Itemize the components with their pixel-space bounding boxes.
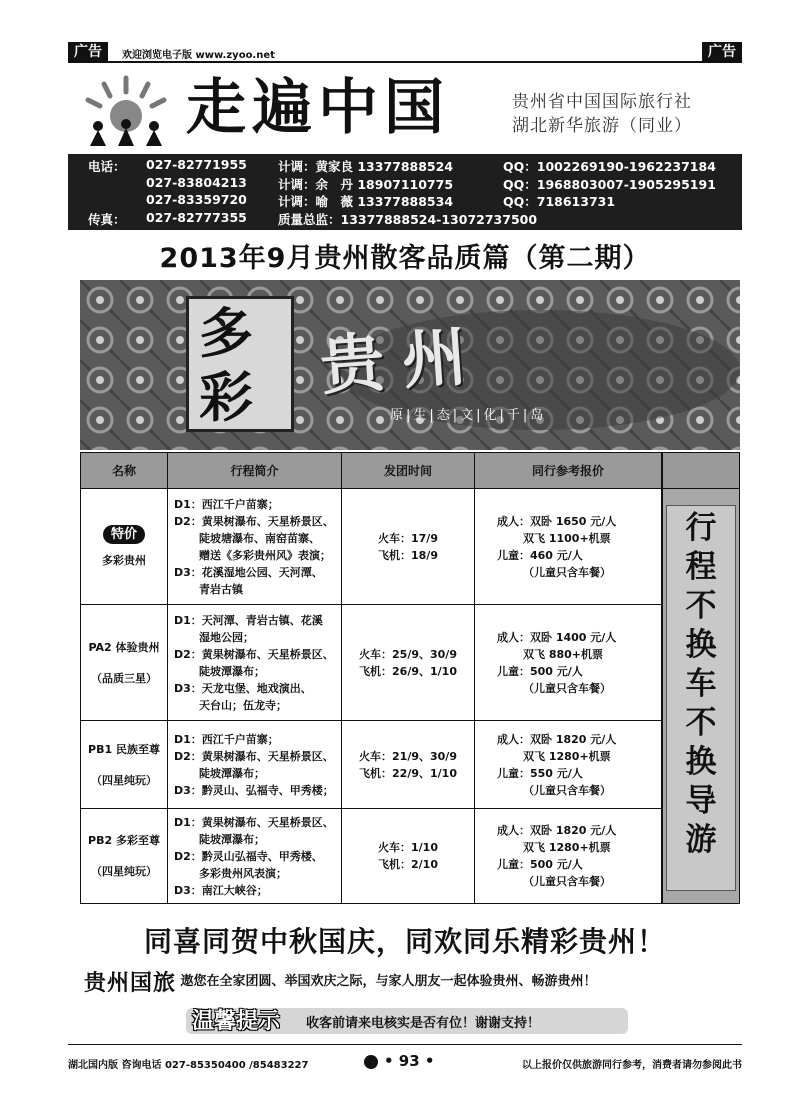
price-line: （儿童只含车餐） (523, 875, 611, 888)
contact-qq[interactable]: QQ：718613731 (503, 194, 616, 209)
agency-name (512, 90, 692, 138)
price-line: （儿童只含车餐） (523, 783, 611, 797)
contact-manager[interactable]: 计调：喻 薇 13377888534 (278, 194, 454, 209)
page-badge-icon (364, 1055, 378, 1069)
route-line: D1：西江千户苗寨； (174, 497, 279, 511)
route-line: 陡坡潭瀑布； (199, 664, 265, 678)
price-line: 双飞 1280+机票 (523, 841, 611, 854)
tour-name-cell (81, 721, 168, 809)
ad-tag-left: 广告 (68, 42, 108, 62)
page-number-text: • 93 • (384, 1052, 435, 1070)
route-line: 陡坡潭瀑布； (199, 766, 265, 780)
sun-logo-icon (76, 70, 176, 150)
col-header: 同行参考报价 (475, 453, 662, 489)
price-line: 儿童：550 元/人 (497, 766, 583, 780)
route-cell (168, 605, 342, 721)
route-line: 多彩贵州风表演； (199, 866, 287, 880)
contact-phone[interactable]: 027-83359720 (146, 192, 247, 207)
bottom-rule (68, 1044, 742, 1045)
tour-name-cell (81, 489, 168, 605)
price-line: 双飞 880+机票 (523, 647, 604, 661)
col-header: 行程简介 (168, 453, 342, 489)
banner-char: 多 (199, 301, 253, 365)
price-line: 成人：双卧 1400 元/人 (497, 630, 617, 644)
date-line: 火车：17/9 (378, 531, 438, 545)
route-line: D3：南江大峡谷； (174, 883, 268, 897)
price-line: 双飞 1280+机票 (523, 749, 611, 763)
special-price-badge: 特价 (103, 525, 145, 544)
departure-cell (342, 489, 475, 605)
footer-left: 湖北国内版 咨询电话 027-85350400 /85483227 (68, 1060, 309, 1071)
side-header (663, 453, 739, 489)
logo-row (68, 64, 742, 154)
side-banner (662, 452, 740, 904)
route-line: D2：黄果树瀑布、天星桥景区、 (174, 514, 334, 528)
price-line: 儿童：460 元/人 (497, 548, 583, 562)
promo-text: 遨您在全家团圆、举国欢庆之际，与家人朋友一起体验贵州、畅游贵州！ (180, 974, 597, 989)
route-cell (168, 809, 342, 904)
side-char: 行 (685, 510, 717, 546)
departure-cell (342, 809, 475, 904)
footer-right: 以上报价仅供旅游同行参考，消费者请勿参阅此书 (522, 1060, 742, 1071)
side-char: 导 (685, 783, 717, 819)
route-line: D1：天河潭、青岩古镇、花溪 (174, 613, 323, 627)
date-line: 飞机：2/10 (378, 858, 438, 871)
tour-name: 多彩贵州 (102, 553, 146, 567)
ad-tag-right: 广告 (702, 42, 742, 62)
side-char: 不 (685, 705, 717, 741)
notice-label: 温馨提示 (192, 1009, 281, 1034)
contact-quality[interactable]: 质量总监：13377888524-13072737500 (278, 211, 538, 227)
route-line: D1：黄果树瀑布、天星桥景区、 (174, 815, 334, 829)
promo-brand: 贵州国旅 (84, 971, 177, 996)
price-line: 双飞 1100+机票 (523, 531, 611, 545)
route-line: 赠送《多彩贵州风》表演； (199, 548, 331, 562)
festival-slogan: 同喜同贺中秋国庆，同欢同乐精彩贵州！ (143, 925, 666, 958)
price-line: 儿童：500 元/人 (497, 858, 583, 871)
promo-line (84, 966, 597, 997)
contact-manager[interactable]: 计调：余 丹 18907110775 (278, 176, 454, 192)
tour-grade: （四星纯玩） (91, 773, 157, 787)
date-line: 火车：1/10 (378, 841, 438, 854)
page-number (364, 1052, 435, 1070)
table-row (81, 809, 662, 904)
top-rule (68, 61, 742, 63)
route-line: D1：西江千户苗寨； (174, 732, 279, 746)
table-row (81, 489, 662, 605)
departure-cell (342, 721, 475, 809)
route-cell (168, 721, 342, 809)
date-line: 火车：21/9、30/9 (359, 749, 457, 763)
route-line: D3：黔灵山、弘福寺、甲秀楼； (174, 783, 334, 797)
price-line: （儿童只含车餐） (523, 565, 611, 579)
side-char: 游 (685, 822, 717, 858)
banner-headline: 贵州 (317, 318, 487, 405)
contact-row (78, 192, 742, 210)
contact-row (78, 157, 742, 175)
tour-grade: （四星纯玩） (91, 865, 157, 878)
contact-manager[interactable]: 计调：黄家良 13377888524 (278, 159, 454, 174)
tour-grade: （品质三星） (91, 671, 157, 685)
banner-char: 彩 (199, 365, 253, 429)
date-line: 飞机：22/9、1/10 (359, 766, 457, 780)
tour-name: PA2 体验贵州 (88, 640, 160, 654)
route-line: D2：黔灵山弘福寺、甲秀楼、 (174, 849, 323, 863)
col-header: 名称 (81, 453, 168, 489)
route-line: D3：花溪湿地公园、天河潭、 (174, 565, 323, 579)
tour-name: PB2 多彩至尊 (88, 834, 160, 847)
route-line: 陡坡塘瀑布、南窑苗寨、 (199, 531, 320, 545)
route-line: D2：黄果树瀑布、天星桥景区、 (174, 749, 334, 763)
agency-line-1: 贵州省中国国际旅行社 (512, 92, 692, 112)
side-slogan (667, 506, 735, 860)
table-header-row (81, 453, 662, 489)
price-cell (475, 605, 662, 721)
departure-cell (342, 605, 475, 721)
contact-label: 传真： (88, 211, 126, 227)
route-line: 湿地公园； (199, 630, 254, 644)
contact-fax[interactable]: 027-82777355 (146, 209, 247, 225)
route-line: 陡坡潭瀑布； (199, 832, 265, 846)
agency-line-2: 湖北新华旅游（同业） (512, 116, 692, 136)
price-cell (475, 721, 662, 809)
side-char: 程 (685, 549, 717, 585)
table-row (81, 721, 662, 809)
side-char: 不 (685, 588, 717, 624)
price-line: 成人：双卧 1820 元/人 (497, 732, 617, 746)
page-title: 2013年9月贵州散客品质篇（第二期） (159, 243, 651, 274)
brand-title: 走遍中国 (186, 73, 450, 143)
side-char: 换 (685, 744, 717, 780)
banner-box (186, 296, 294, 432)
contact-qq[interactable]: QQ：1968803007-1905295191 (503, 176, 716, 192)
contact-row (78, 175, 742, 193)
contact-phone[interactable]: 027-83804213 (146, 174, 247, 190)
tour-name-cell (81, 605, 168, 721)
date-line: 飞机：18/9 (378, 548, 438, 562)
price-line: 成人：双卧 1820 元/人 (497, 824, 617, 837)
contact-panel (68, 154, 742, 230)
side-panel (666, 505, 736, 891)
route-line: 青岩古镇 (199, 582, 243, 596)
tour-table (80, 452, 662, 904)
col-header: 发团时间 (342, 453, 475, 489)
date-line: 飞机：26/9、1/10 (359, 664, 457, 678)
route-line: D3：天龙屯堡、地戏演出、 (174, 681, 312, 695)
welcome-text[interactable]: 欢迎浏览电子版 www.zyoo.net (122, 50, 275, 61)
route-cell (168, 489, 342, 605)
contact-qq[interactable]: QQ：1002269190-1962237184 (503, 159, 716, 174)
banner-image (80, 280, 740, 450)
tour-name-cell (81, 809, 168, 904)
tour-name: PB1 民族至尊 (88, 742, 160, 756)
notice-text: 收客前请来电核实是否有位！谢谢支持！ (306, 1016, 541, 1031)
price-cell (475, 489, 662, 605)
notice-bar (186, 1008, 628, 1034)
side-char: 换 (685, 627, 717, 663)
route-line: 天台山；伍龙寺； (199, 698, 287, 712)
contact-row (78, 210, 742, 228)
contact-label: 电话： (88, 159, 126, 174)
price-cell (475, 809, 662, 904)
banner-subtitle: 原|生|态|文|化|千|岛 (390, 408, 547, 423)
table-row (81, 605, 662, 721)
side-char: 车 (685, 666, 717, 702)
date-line: 火车：25/9、30/9 (359, 647, 457, 661)
contact-phone[interactable]: 027-82771955 (146, 157, 247, 172)
price-line: 成人：双卧 1650 元/人 (497, 514, 617, 528)
route-line: D2：黄果树瀑布、天星桥景区、 (174, 647, 334, 661)
price-line: （儿童只含车餐） (523, 681, 611, 695)
price-line: 儿童：500 元/人 (497, 664, 583, 678)
